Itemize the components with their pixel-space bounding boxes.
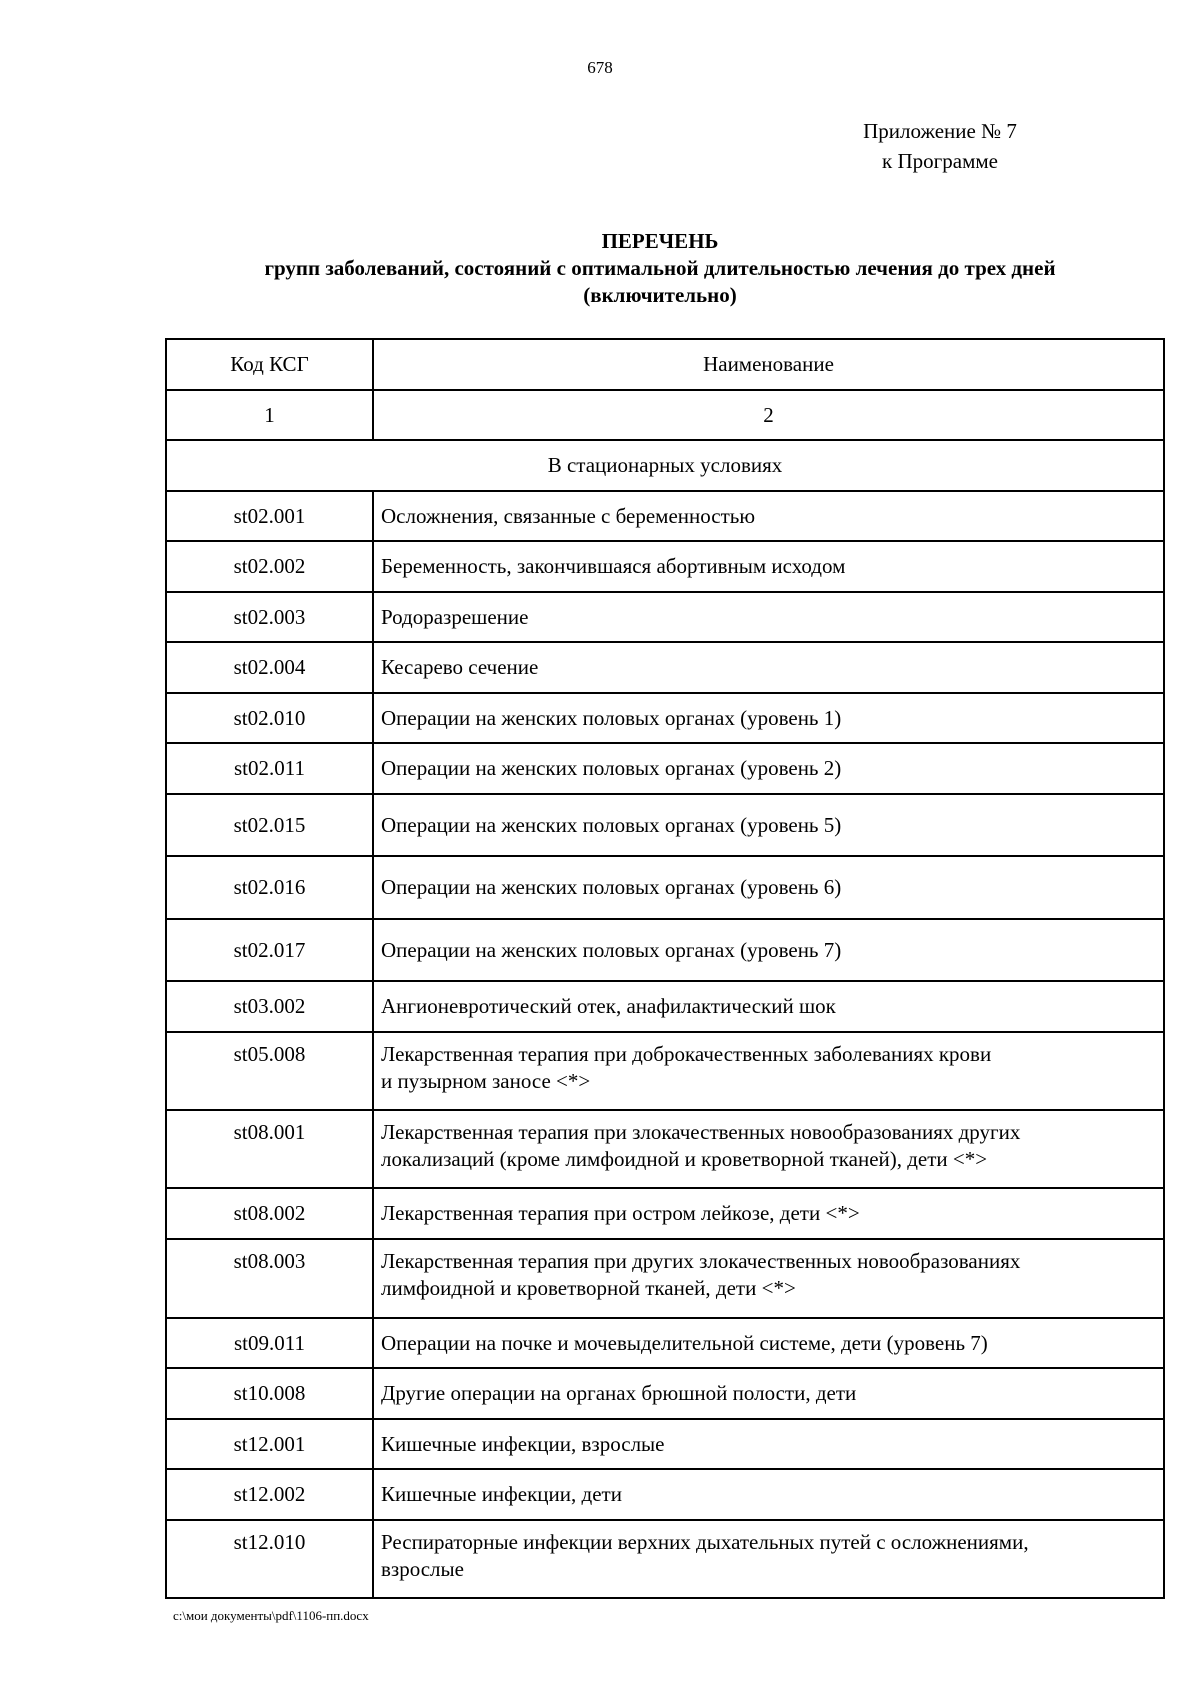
row-name [373, 1520, 1164, 1598]
row-code: st12.002 [166, 1469, 373, 1520]
table-row [166, 642, 1164, 693]
row-name: Операции на женских половых органах (уровень 6) [373, 856, 1164, 919]
table-header-row [166, 339, 1164, 390]
row-name [373, 1032, 1164, 1110]
table-row [166, 1110, 1164, 1188]
table-row [166, 856, 1164, 919]
heading-title: ПЕРЕЧЕНЬ [601, 229, 719, 253]
row-name-line-1: Лекарственная терапия при других злокачественных новообразованиях [381, 1249, 1021, 1273]
row-name-line-2: лимфоидной и кроветворной тканей, дети <*> [381, 1276, 796, 1300]
numbering-code: 1 [166, 390, 373, 440]
row-code: st08.001 [166, 1110, 373, 1188]
numbering-name: 2 [373, 390, 1164, 440]
table-row [166, 693, 1164, 743]
table-row [166, 491, 1164, 541]
row-name: Родоразрешение [373, 592, 1164, 642]
row-code: st02.017 [166, 919, 373, 981]
row-name-line-2: и пузырном заносе <*> [381, 1069, 591, 1093]
row-code: st02.002 [166, 541, 373, 592]
row-name: Операции на женских половых органах (уровень 1) [373, 693, 1164, 743]
row-code: st05.008 [166, 1032, 373, 1110]
table-row [166, 743, 1164, 794]
header-code: Код КСГ [166, 339, 373, 390]
heading-line-2: групп заболеваний, состояний с оптимальной длительностью лечения до трех дней [264, 256, 1056, 280]
appendix-label [820, 116, 1060, 176]
table-row [166, 981, 1164, 1032]
row-code: st02.003 [166, 592, 373, 642]
footer-file-path: c:\мои документы\pdf\1106-пп.docx [173, 1608, 369, 1623]
row-name: Беременность, закончившаяся абортивным исходом [373, 541, 1164, 592]
row-name: Операции на женских половых органах (уровень 7) [373, 919, 1164, 981]
table-row [166, 1469, 1164, 1520]
row-name: Операции на женских половых органах (уровень 2) [373, 743, 1164, 794]
row-name-line-1: Лекарственная терапия при злокачественных новообразованиях других [381, 1120, 1021, 1144]
row-code: st09.011 [166, 1318, 373, 1368]
row-code: st12.001 [166, 1419, 373, 1469]
row-name-line-1: Респираторные инфекции верхних дыхательных путей с осложнениями, [381, 1530, 1029, 1554]
table-row [166, 541, 1164, 592]
row-name: Кишечные инфекции, взрослые [373, 1419, 1164, 1469]
row-code: st12.010 [166, 1520, 373, 1598]
table-row [166, 1032, 1164, 1110]
table-row [166, 1188, 1164, 1239]
row-code: st08.003 [166, 1239, 373, 1318]
table-row [166, 1520, 1164, 1598]
document-heading [160, 228, 1160, 309]
appendix-line-2: к Программе [882, 149, 998, 173]
table-section-row [166, 440, 1164, 491]
table-row [166, 919, 1164, 981]
page-number: 678 [587, 58, 613, 77]
row-name: Осложнения, связанные с беременностью [373, 491, 1164, 541]
row-name-line-2: взрослые [381, 1557, 464, 1581]
table-row [166, 1368, 1164, 1419]
row-code: st02.004 [166, 642, 373, 693]
ksg-table [165, 338, 1165, 1599]
table-row [166, 1419, 1164, 1469]
row-name: Операции на почке и мочевыделительной системе, дети (уровень 7) [373, 1318, 1164, 1368]
row-code: st03.002 [166, 981, 373, 1032]
heading-line-3: (включительно) [583, 283, 737, 307]
row-name: Другие операции на органах брюшной полости, дети [373, 1368, 1164, 1419]
row-code: st02.011 [166, 743, 373, 794]
row-name [373, 1110, 1164, 1188]
row-name-line-2: локализаций (кроме лимфоидной и кроветворной тканей), дети <*> [381, 1147, 988, 1171]
header-name: Наименование [373, 339, 1164, 390]
row-name [373, 1239, 1164, 1318]
row-name: Ангионевротический отек, анафилактический шок [373, 981, 1164, 1032]
row-code: st02.010 [166, 693, 373, 743]
table-row [166, 1318, 1164, 1368]
row-name: Лекарственная терапия при остром лейкозе, дети <*> [373, 1188, 1164, 1239]
appendix-line-1: Приложение № 7 [863, 119, 1017, 143]
section-title: В стационарных условиях [166, 440, 1164, 491]
row-code: st08.002 [166, 1188, 373, 1239]
table-row [166, 794, 1164, 856]
row-name: Кесарево сечение [373, 642, 1164, 693]
table-row [166, 1239, 1164, 1318]
row-code: st02.015 [166, 794, 373, 856]
table-numbering-row [166, 390, 1164, 440]
row-code: st02.016 [166, 856, 373, 919]
table-row [166, 592, 1164, 642]
row-name-line-1: Лекарственная терапия при доброкачественных заболеваниях крови [381, 1042, 992, 1066]
row-name: Кишечные инфекции, дети [373, 1469, 1164, 1520]
row-name: Операции на женских половых органах (уровень 5) [373, 794, 1164, 856]
row-code: st02.001 [166, 491, 373, 541]
row-code: st10.008 [166, 1368, 373, 1419]
